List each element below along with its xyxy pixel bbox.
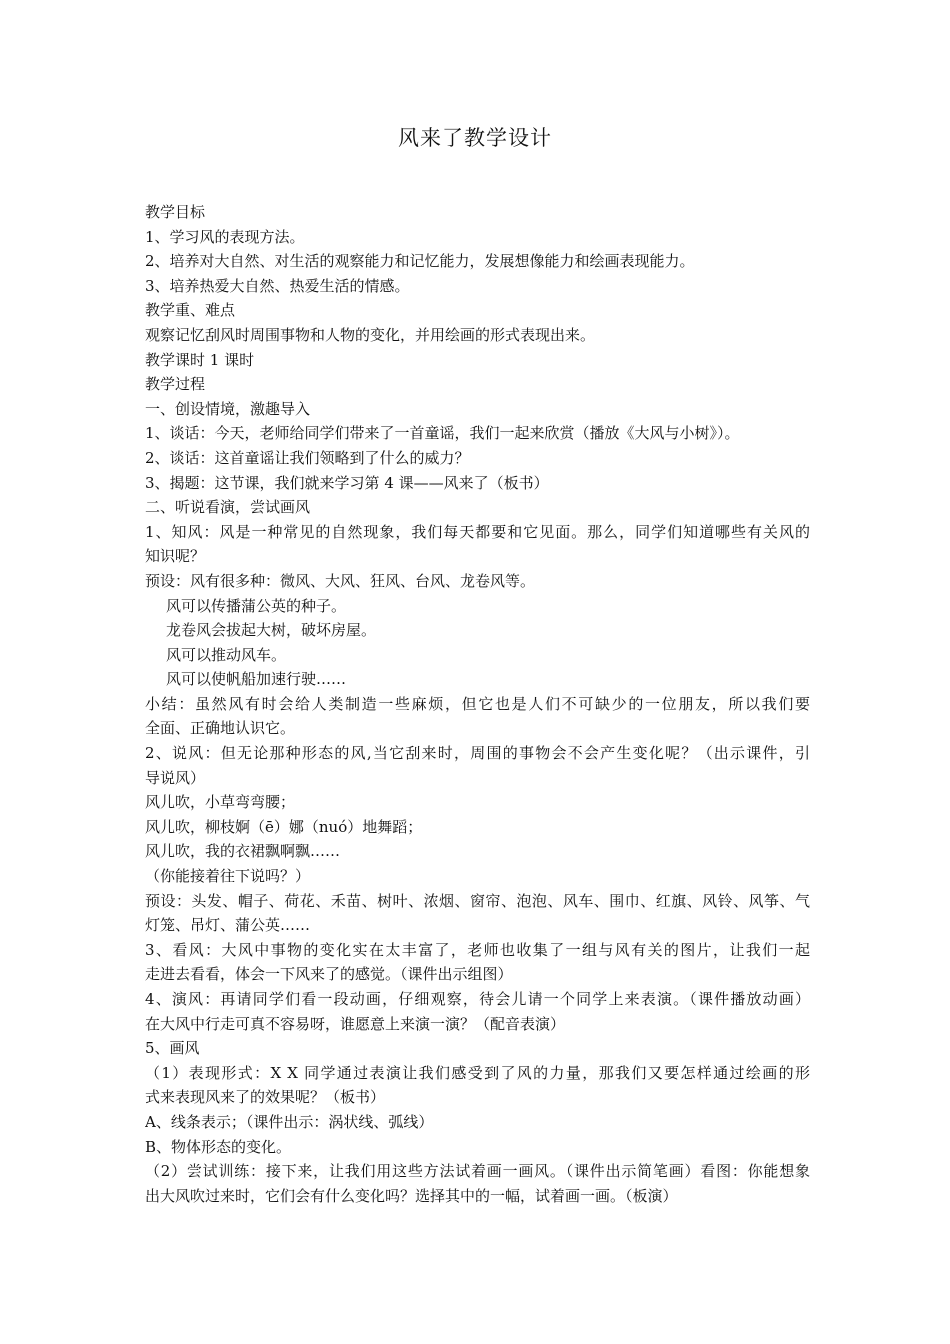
paragraph-line: 风儿吹，小草弯弯腰；	[145, 793, 296, 812]
paragraph-line: 1、谈话：今天，老师给同学们带来了一首童谣，我们一起来欣赏（播放《大风与小树》）。	[145, 424, 740, 443]
paragraph-line: 风可以推动风车。	[166, 645, 287, 664]
paragraph-line: 2、说风：但无论那种形态的风,当它刮来时，周围的事物会不会产生变化呢？（出示课件，引	[145, 744, 810, 763]
paragraph-line: 3、培养热爱大自然、热爱生活的情感。	[145, 276, 410, 295]
paragraph-line: A、线条表示；（课件出示：涡状线、弧线）	[145, 1112, 434, 1131]
paragraph-line: 教学重、难点	[145, 301, 236, 320]
paragraph-line: 风儿吹，我的衣裙飘啊飘……	[145, 842, 341, 861]
paragraph-line: 灯笼、吊灯、蒲公英……	[145, 916, 311, 935]
paragraph-line: （2）尝试训练：接下来，让我们用这些方法试着画一画风。（课件出示简笔画）看图：你能想象	[145, 1162, 810, 1181]
paragraph-line: 全面、正确地认识它。	[145, 719, 296, 738]
paragraph-line: 预设：风有很多种：微风、大风、狂风、台风、龙卷风等。	[145, 571, 536, 590]
paragraph-line: 小结：虽然风有时会给人类制造一些麻烦，但它也是人们不可缺少的一位朋友，所以我们要	[145, 694, 810, 713]
paragraph-line: 2、培养对大自然、对生活的观察能力和记忆能力，发展想像能力和绘画表现能力。	[145, 252, 695, 271]
paragraph-line: 走进去看看，体会一下风来了的感觉。（课件出示组图）	[145, 965, 513, 984]
paragraph-line: 2、谈话：这首童谣让我们领略到了什么的威力？	[145, 448, 470, 467]
paragraph-line: 在大风中行走可真不容易呀，谁愿意上来演一演？（配音表演）	[145, 1014, 566, 1033]
paragraph-line: 式来表现风来了的效果呢？（板书）	[145, 1088, 386, 1107]
paragraph-line: B、物体形态的变化。	[145, 1137, 292, 1156]
paragraph-line: 一、创设情境，激趣导入	[145, 399, 311, 418]
paragraph-line: 风儿吹，柳枝婀（ē）娜（nuó）地舞蹈；	[145, 817, 423, 836]
paragraph-line: 导说风）	[145, 768, 206, 787]
paragraph-line: 1、知风：风是一种常见的自然现象，我们每天都要和它见面。那么，同学们知道哪些有关风的	[145, 522, 810, 541]
paragraph-line: 知识呢？	[145, 547, 206, 566]
document-body	[145, 200, 810, 1208]
paragraph-line: 风可以传播蒲公英的种子。	[166, 596, 347, 615]
paragraph-line: 教学课时 1 课时	[145, 350, 255, 369]
paragraph-line: 5、画风	[145, 1039, 200, 1058]
paragraph-line: 3、揭题：这节课，我们就来学习第 4 课——风来了（板书）	[145, 473, 549, 492]
paragraph-line: 预设：头发、帽子、荷花、禾苗、树叶、浓烟、窗帘、泡泡、风车、围巾、红旗、风铃、风筝、气	[145, 891, 810, 910]
paragraph-line: 4、演风：再请同学们看一段动画，仔细观察，待会儿请一个同学上来表演。（课件播放动画）	[145, 990, 810, 1008]
paragraph-line: 出大风吹过来时，它们会有什么变化吗？选择其中的一幅，试着画一画。（板演）	[145, 1186, 678, 1205]
paragraph-line: 龙卷风会拔起大树，破坏房屋。	[166, 621, 377, 640]
paragraph-line: 教学过程	[145, 375, 206, 394]
paragraph-line: 二、听说看演，尝试画风	[145, 498, 311, 517]
paragraph-line: 风可以使帆船加速行驶……	[166, 670, 347, 689]
paragraph-line: （你能接着往下说吗？）	[145, 867, 311, 886]
paragraph-line: 观察记忆刮风时周围事物和人物的变化，并用绘画的形式表现出来。	[145, 325, 596, 344]
paragraph-line: 教学目标	[145, 203, 206, 221]
document-title: 风来了教学设计	[398, 126, 552, 150]
paragraph-line: （1）表现形式：X X 同学通过表演让我们感受到了风的力量，那我们又要怎样通过绘画的形	[145, 1063, 810, 1082]
paragraph-line: 3、看风：大风中事物的变化实在太丰富了，老师也收集了一组与风有关的图片，让我们一起	[145, 940, 810, 959]
paragraph-line: 1、学习风的表现方法。	[145, 227, 305, 246]
